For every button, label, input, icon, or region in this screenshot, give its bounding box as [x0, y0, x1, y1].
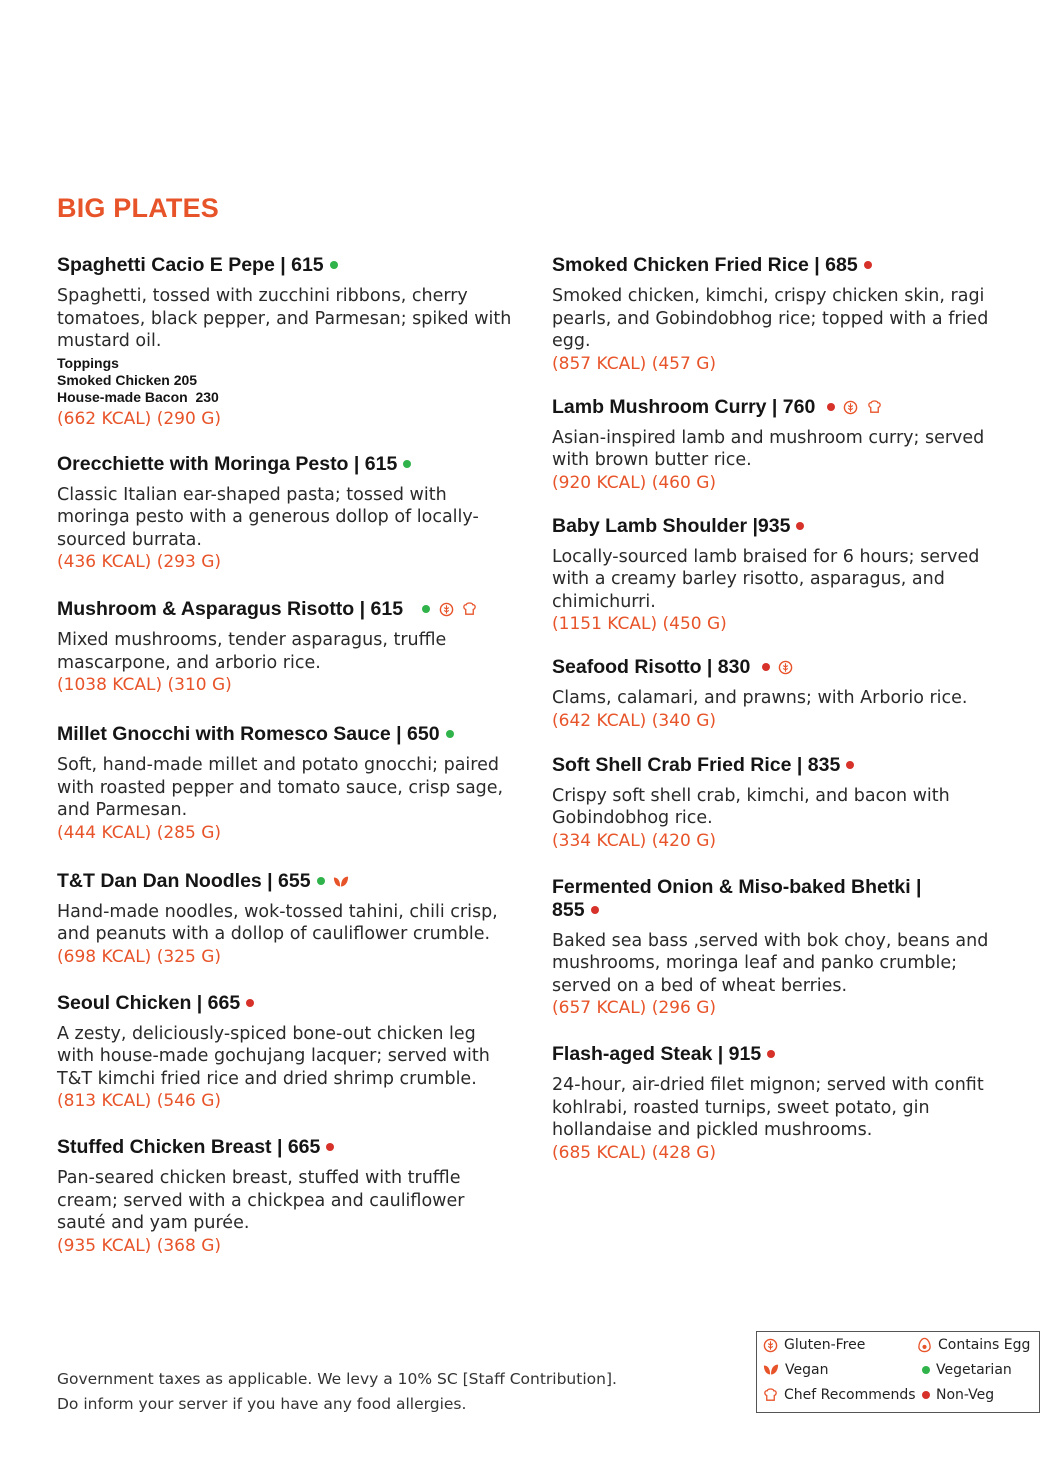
legend-label: Vegan — [785, 1362, 829, 1378]
menu-item — [57, 1136, 512, 1257]
menu-item — [57, 254, 512, 430]
item-description: Mixed mushrooms, tender asparagus, truffle mascarpone, and arborio rice. — [57, 630, 447, 673]
chef-recommends-icon — [462, 601, 477, 617]
legend-label: Vegetarian — [936, 1362, 1012, 1378]
item-description: Pan-seared chicken breast, stuffed with truffle cream; served with a chickpea and cauliflower sauté and yam purée. — [57, 1168, 465, 1233]
item-name: Stuffed Chicken Breast | 665 — [57, 1136, 321, 1158]
vegetarian-icon — [330, 261, 338, 269]
menu-item — [552, 876, 997, 1020]
gluten-free-icon — [843, 400, 858, 415]
menu-item — [552, 396, 997, 494]
item-name: Smoked Chicken Fried Rice | 685 — [552, 254, 858, 276]
non-veg-icon — [796, 522, 804, 530]
item-calories: (657 KCAL) (296 G) — [552, 998, 716, 1018]
item-name: Baby Lamb Shoulder |935 — [552, 514, 791, 537]
legend-contains-egg — [917, 1337, 1030, 1353]
allergy-note: Do inform your server if you have any food allergies. — [57, 1395, 467, 1413]
chef-recommends-icon — [763, 1387, 778, 1403]
vegetarian-icon — [422, 605, 430, 613]
dietary-legend — [756, 1331, 1040, 1413]
non-veg-icon — [922, 1391, 930, 1399]
item-calories: (444 KCAL) (285 G) — [57, 822, 221, 843]
section-title: BIG PLATES — [57, 193, 220, 223]
menu-item — [552, 515, 997, 636]
gluten-free-icon — [763, 1338, 778, 1353]
item-description: Smoked chicken, kimchi, crispy chicken skin, ragi pearls, and Gobindobhog rice; topped with a fried egg. — [552, 286, 989, 351]
item-name: Soft Shell Crab Fried Rice | 835 — [552, 753, 841, 776]
vegan-icon — [333, 875, 349, 889]
gluten-free-icon — [439, 602, 454, 617]
item-name: Mushroom & Asparagus Risotto | 615 — [57, 598, 404, 620]
legend-label: Chef Recommends — [784, 1387, 916, 1403]
item-name: Seoul Chicken | 665 — [57, 991, 241, 1014]
item-name: Flash-aged Steak | 915 — [552, 1043, 762, 1065]
legend-non-veg — [922, 1387, 994, 1403]
menu-column-right — [552, 254, 997, 1164]
item-name: T&T Dan Dan Noodles | 655 — [57, 869, 311, 892]
non-veg-icon — [767, 1050, 775, 1058]
non-veg-icon — [846, 761, 854, 769]
tax-note: Government taxes as applicable. We levy a 10% SC [Staff Contribution]. — [57, 1370, 617, 1388]
egg-icon — [917, 1337, 932, 1353]
item-calories: (920 KCAL) (460 G) — [552, 472, 716, 493]
menu-item — [552, 656, 997, 732]
item-calories: (662 KCAL) (290 G) — [57, 408, 221, 429]
item-calories: (1038 KCAL) (310 G) — [57, 675, 232, 695]
item-description: Crispy soft shell crab, kimchi, and bacon with Gobindobhog rice. — [552, 785, 950, 828]
legend-label: Non-Veg — [936, 1387, 995, 1403]
menu-item — [57, 723, 512, 844]
item-description: Baked sea bass ,served with bok choy, beans and mushrooms, moringa leaf and panko crumble; served on a bed of wheat berries. — [552, 930, 989, 996]
item-description: Soft, hand-made millet and potato gnocchi; paired with roasted pepper and tomato sauce, crisp sage, and Parmesan. — [57, 755, 504, 820]
item-name: Spaghetti Cacio E Pepe | 615 — [57, 254, 324, 276]
non-veg-icon — [864, 261, 872, 269]
legend-label: Contains Egg — [938, 1337, 1031, 1353]
item-calories: (1151 KCAL) (450 G) — [552, 614, 727, 634]
topping-option: Smoked Chicken 205 — [57, 371, 198, 388]
menu-item — [552, 1043, 997, 1164]
menu-item — [57, 598, 512, 696]
menu-item — [57, 870, 512, 968]
item-description: Spaghetti, tossed with zucchini ribbons, cherry tomatoes, black pepper, and Parmesan; spiked with mustard oil. — [57, 286, 512, 351]
menu-item — [552, 754, 997, 852]
legend-vegan — [763, 1362, 828, 1378]
vegetarian-icon — [317, 877, 325, 885]
item-calories: (857 KCAL) (457 G) — [552, 353, 716, 374]
item-calories: (935 KCAL) (368 G) — [57, 1235, 221, 1256]
item-name: Orecchiette with Moringa Pesto | 615 — [57, 452, 398, 475]
non-veg-icon — [827, 403, 835, 411]
non-veg-icon — [246, 999, 254, 1007]
item-description: A zesty, deliciously-spiced bone-out chicken leg with house-made gochujang lacquer; served with T&T kimchi fried rice and dried shrimp crumble. — [57, 1023, 490, 1089]
item-calories: (813 KCAL) (546 G) — [57, 1091, 221, 1111]
gluten-free-icon — [778, 660, 793, 675]
item-calories: (685 KCAL) (428 G) — [552, 1142, 716, 1163]
vegetarian-icon — [446, 730, 454, 738]
legend-label: Gluten-Free — [784, 1337, 866, 1353]
item-calories: (436 KCAL) (293 G) — [57, 552, 221, 572]
item-description: Hand-made noodles, wok-tossed tahini, chili crisp, and peanuts with a dollop of cauliflower crumble. — [57, 901, 498, 944]
item-description: Classic Italian ear-shaped pasta; tossed with moringa pesto with a generous dollop of locally-sourced burrata. — [57, 484, 479, 550]
vegan-icon — [763, 1363, 779, 1377]
vegetarian-icon — [403, 460, 411, 468]
menu-column-left — [57, 254, 512, 1257]
toppings — [57, 355, 512, 406]
footer-note — [57, 1367, 737, 1417]
non-veg-icon — [762, 663, 770, 671]
legend-gluten-free — [763, 1337, 865, 1353]
non-veg-icon — [591, 906, 599, 914]
item-calories: (334 KCAL) (420 G) — [552, 830, 716, 851]
item-description: Locally-sourced lamb braised for 6 hours; served with a creamy barley risotto, asparagus, and chimichurri. — [552, 546, 980, 612]
item-description: 24-hour, air-dried filet mignon; served with confit kohlrabi, roasted turnips, sweet potato, gin hollandaise and pickled mushrooms. — [552, 1075, 984, 1140]
toppings-title: Toppings — [57, 354, 119, 371]
item-description: Clams, calamari, and prawns; with Arborio rice. — [552, 688, 968, 708]
item-name: Millet Gnocchi with Romesco Sauce | 650 — [57, 723, 440, 745]
item-name: Seafood Risotto | 830 — [552, 656, 751, 678]
vegetarian-icon — [922, 1366, 930, 1374]
item-name: Lamb Mushroom Curry | 760 — [552, 395, 816, 418]
item-description: Asian-inspired lamb and mushroom curry; served with brown butter rice. — [552, 427, 985, 470]
menu-item — [57, 453, 512, 574]
item-calories: (698 KCAL) (325 G) — [57, 946, 221, 967]
topping-option: House-made Bacon 230 — [57, 388, 219, 405]
legend-vegetarian — [922, 1362, 1012, 1378]
menu-item — [552, 254, 997, 375]
non-veg-icon — [326, 1143, 334, 1151]
chef-recommends-icon — [867, 399, 882, 415]
legend-chef-recommends — [763, 1387, 916, 1403]
item-calories: (642 KCAL) (340 G) — [552, 710, 716, 731]
item-name: Fermented Onion & Miso-baked Bhetki | 855 — [552, 875, 922, 921]
menu-item — [57, 992, 512, 1113]
